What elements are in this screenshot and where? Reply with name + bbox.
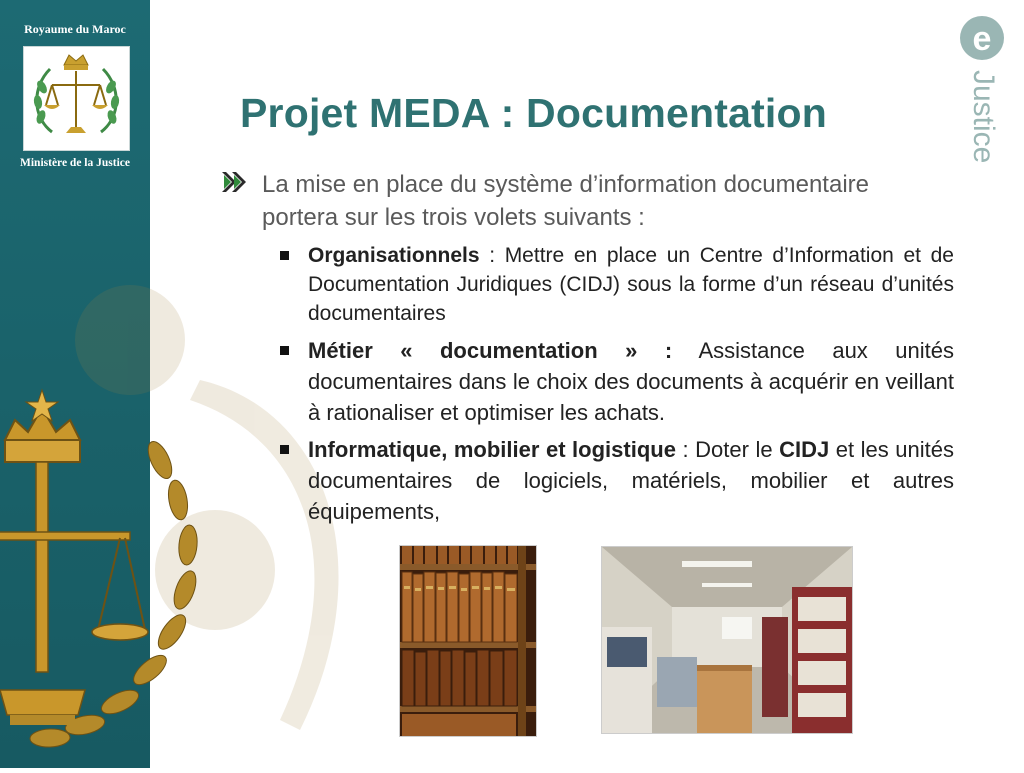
- slide-title: Projet MEDA : Documentation: [240, 90, 828, 136]
- bullet-heading: Métier « documentation » :: [308, 338, 673, 363]
- square-bullet-icon: [280, 251, 289, 260]
- square-bullet-icon: [280, 445, 289, 454]
- scales-of-justice-emblem-icon: [23, 46, 130, 151]
- kingdom-label: Royaume du Maroc: [24, 22, 126, 36]
- library-room-photo: [601, 546, 853, 734]
- cidj-label: CIDJ: [779, 437, 830, 462]
- bullet-organisationnels: [280, 241, 954, 328]
- bullet-text: [308, 241, 954, 328]
- svg-text:Justice: Justice: [967, 70, 1000, 164]
- bullet-heading: Informatique, mobilier et logistique: [308, 437, 676, 462]
- ministry-label: Ministère de la Justice: [20, 157, 130, 169]
- bullet-body-b: et les unités documentaires de logiciels, matériels, mobilier et autres équipements,: [308, 437, 954, 524]
- bullet-text: [308, 434, 954, 527]
- bullet-body: Mettre en place un Centre d’Information et de Documentation Juridiques (CIDJ) sous la forme d’un réseau d’unités documentaires: [308, 244, 954, 325]
- bullet-metier-documentation: [280, 335, 954, 428]
- lead-text: La mise en place du système d’information documentaire portera sur les trois volets suivants :: [262, 171, 869, 231]
- bullet-text: [308, 335, 954, 428]
- bullet-informatique: [280, 434, 954, 527]
- bullet-heading: Organisationnels: [308, 244, 480, 267]
- bookshelf-photo: [399, 545, 537, 737]
- square-bullet-icon: [280, 346, 289, 355]
- bullet-body: Assistance aux unités documentaires dans le choix des documents à acquérir en veillant à rationaliser et optimiser les achats.: [308, 338, 954, 425]
- e-justice-logo-icon: [958, 12, 1006, 202]
- svg-text:e: e: [972, 20, 992, 58]
- bullet-body-a: : Doter le: [675, 437, 780, 462]
- bullet-separator: :: [479, 244, 505, 267]
- double-chevron-right-icon: [222, 172, 246, 192]
